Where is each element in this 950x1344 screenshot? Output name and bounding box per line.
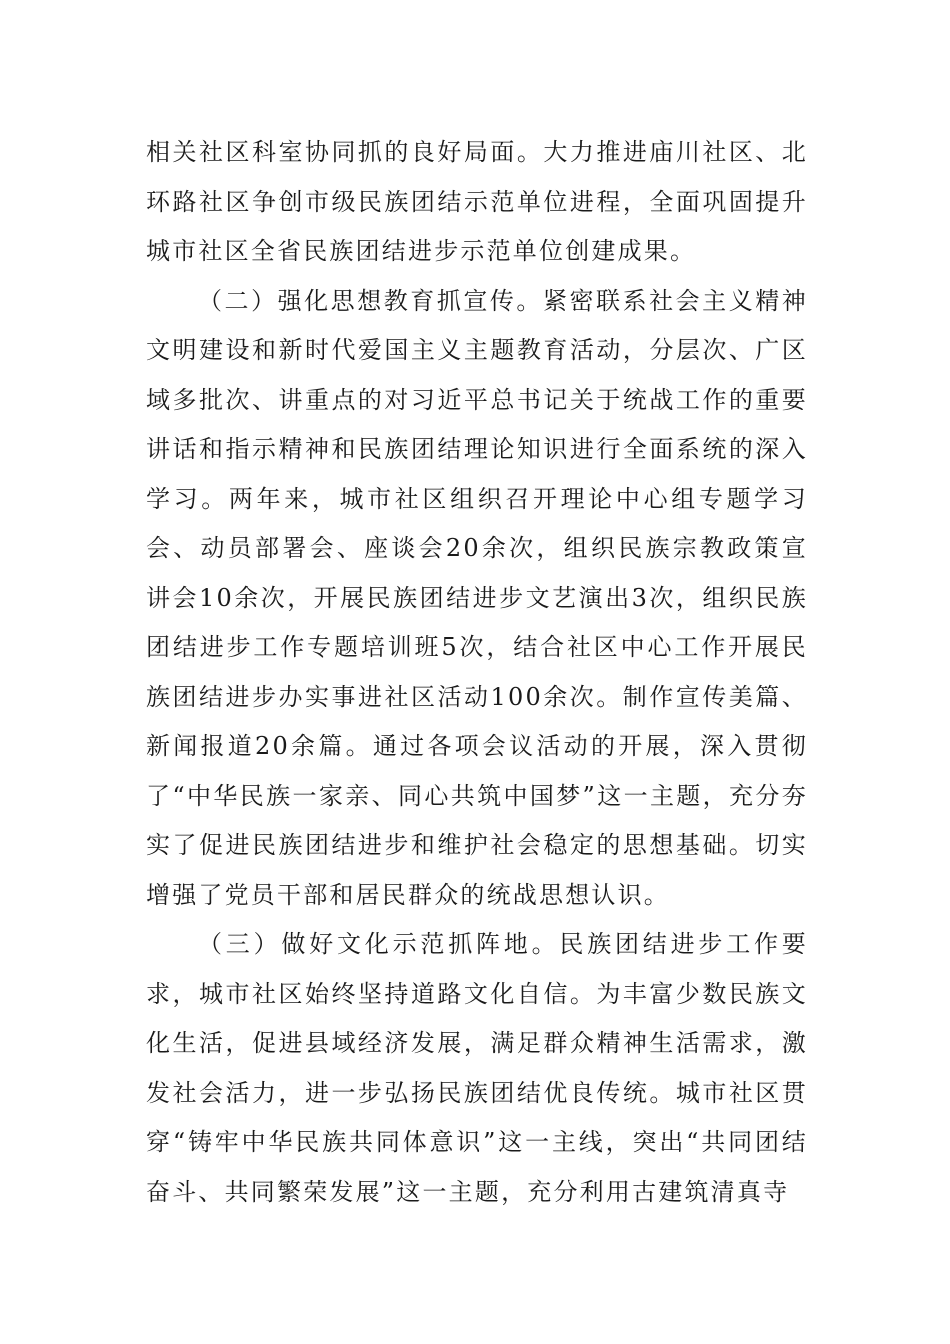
document-body bbox=[146, 128, 808, 1217]
paragraph-continuation: 相关社区科室协同抓的良好局面。大力推进庙川社区、北环路社区争创市级民族团结示范单位进程，全面巩固提升城市社区全省民族团结进步示范单位创建成果。 bbox=[146, 138, 808, 265]
paragraph-section-three: （三）做好文化示范抓阵地。民族团结进步工作要求，城市社区始终坚持道路文化自信。为丰富少数民族文化生活，促进县域经济发展，满足群众精神生活需求，激发社会活力，进一步弘扬民族团结优良传统。城市社区贯穿“铸牢中华民族共同体意识”这一主线，突出“共同团结奋斗、共同繁荣发展”这一主题，充分利用古建筑清真寺 bbox=[146, 930, 808, 1206]
paragraph-section-two: （二）强化思想教育抓宣传。紧密联系社会主义精神文明建设和新时代爱国主义主题教育活动，分层次、广区域多批次、讲重点的对习近平总书记关于统战工作的重要讲话和指示精神和民族团结理论知识进行全面系统的深入学习。两年来，城市社区组织召开理论中心组专题学习会、动员部署会、座谈会20余次，组织民族宗教政策宣讲会10余次，开展民族团结进步文艺演出3次，组织民族团结进步工作专题培训班5次，结合社区中心工作开展民族团结进步办实事进社区活动100余次。制作宣传美篇、新闻报道20余篇。通过各项会议活动的开展，深入贯彻了“中华民族一家亲、同心共筑中国梦”这一主题，充分夯实了促进民族团结进步和维护社会稳定的思想基础。切实增强了党员干部和居民群众的统战思想认识。 bbox=[146, 286, 808, 909]
